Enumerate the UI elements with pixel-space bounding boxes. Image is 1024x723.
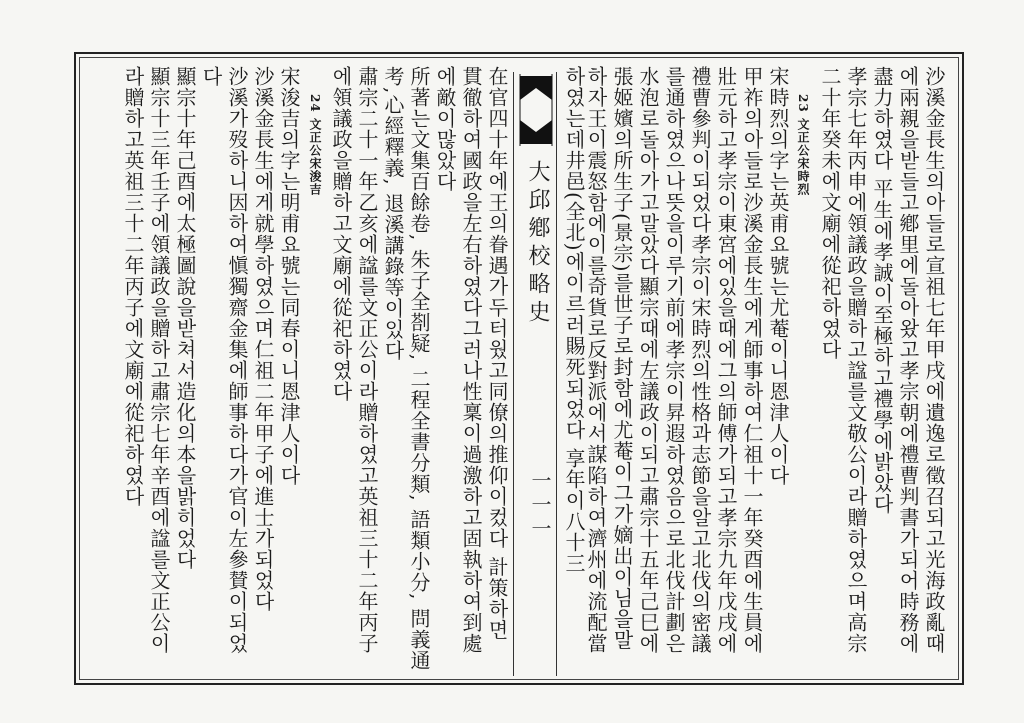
text-column: 다: [199, 66, 223, 87]
text-column: 孝宗七年丙申에領議政을贈하고諡를文敬公이라贈하였으며高宗: [844, 66, 868, 654]
fish-tail-ornament-icon: [518, 70, 554, 150]
text-column: 沙溪가歿하니因하여愼獨齋金集에師事하다가官이左參賛이되었: [225, 66, 249, 654]
text-column: 甲祚의아들로沙溪金長生에게師事하여仁祖十一年癸酉에生員에: [740, 66, 764, 654]
text-column: 盡力하였다 平生에孝誠이至極하고禮學에밝았다: [870, 66, 894, 515]
text-column: 하자王이震怒함에이를奇貨로反對派에서謀陷하여濟州에流配當: [584, 66, 608, 654]
text-column: 를通하였으나뜻을이루기前에孝宗이昇遐하였음으로北伐計劃은: [662, 66, 686, 654]
center-rule-left: [513, 72, 514, 676]
text-column: 所著는文集百餘卷, 朱子全剳疑, 二程全書分類, 語類小分, 問義通: [407, 66, 431, 671]
text-column: 宋時烈의字는英甫요號는尤菴이니恩津人이다: [766, 66, 790, 486]
text-column: 라贈하고英祖三十二年丙子에文廟에從祀하였다: [121, 66, 145, 507]
text-column: 張姬嬪의所生子(景宗)를世子로封함에尤菴이그가嫡出이님을말: [610, 66, 634, 651]
text-column: 宋浚吉의字는明甫요號는同春이니恩津人이다: [277, 66, 301, 486]
page-number: 一一一: [528, 470, 552, 542]
text-column: 貫徹하여國政을左右하였다그러나性稟이過激하고固執하여到處: [459, 66, 483, 654]
text-column: 하였는데井邑(全北)에이르러賜死되었다 享年이八十三: [562, 66, 586, 574]
text-column: 壯元하고孝宗이東宮에있을때에그의師傅가되고孝宗九年戊戌에: [714, 66, 738, 654]
text-column: 沙溪金長生의아들로宣祖七年甲戌에遺逸로徵召되고光海政亂때: [922, 66, 946, 654]
book-title: 大邱鄕校略史: [525, 160, 550, 328]
text-column: 水泡로돌아가고말았다顯宗때에左議政이되고肅宗十五年己巳에: [636, 66, 660, 654]
text-column: 에敵이많았다: [433, 66, 457, 192]
text-column: 顯宗十年己酉에太極圖說을받쳐서造化의本을밝히었다: [173, 66, 197, 570]
text-column: 禮曹參判이되었다孝宗이宋時烈의性格과志節을알고北伐의密議: [688, 66, 712, 654]
text-column: 에領議政을贈하고文廟에從祀하였다: [329, 66, 353, 402]
text-column: 考,心經釋義, 退溪講錄等이있다: [381, 66, 405, 362]
text-column: 肅宗二十一年乙亥에諡를文正公이라贈하였고英祖三十二年丙子: [355, 66, 379, 654]
text-column: 顯宗十三年壬子에領議政을贈하고肅宗七年辛酉에諡를文正公이: [147, 66, 171, 654]
text-column: 在官四十年에王의眷遇가두터웠고同僚의推仰이컸다 計策하면: [485, 66, 509, 641]
center-rule-right: [556, 72, 557, 676]
text-column: 二十年癸未에文廟에從祀하였다: [818, 66, 842, 360]
text-column: 沙溪金長生에게就學하였으며仁祖二年甲子에進士가되었다: [251, 66, 275, 612]
section-heading: 24 文正公宋浚吉: [308, 94, 322, 196]
text-column: 에兩親을받들고鄕里에돌아왔고孝宗朝에禮曹判書가되어時務에: [896, 66, 920, 654]
section-heading: 23 文正公宋時烈: [796, 94, 810, 196]
